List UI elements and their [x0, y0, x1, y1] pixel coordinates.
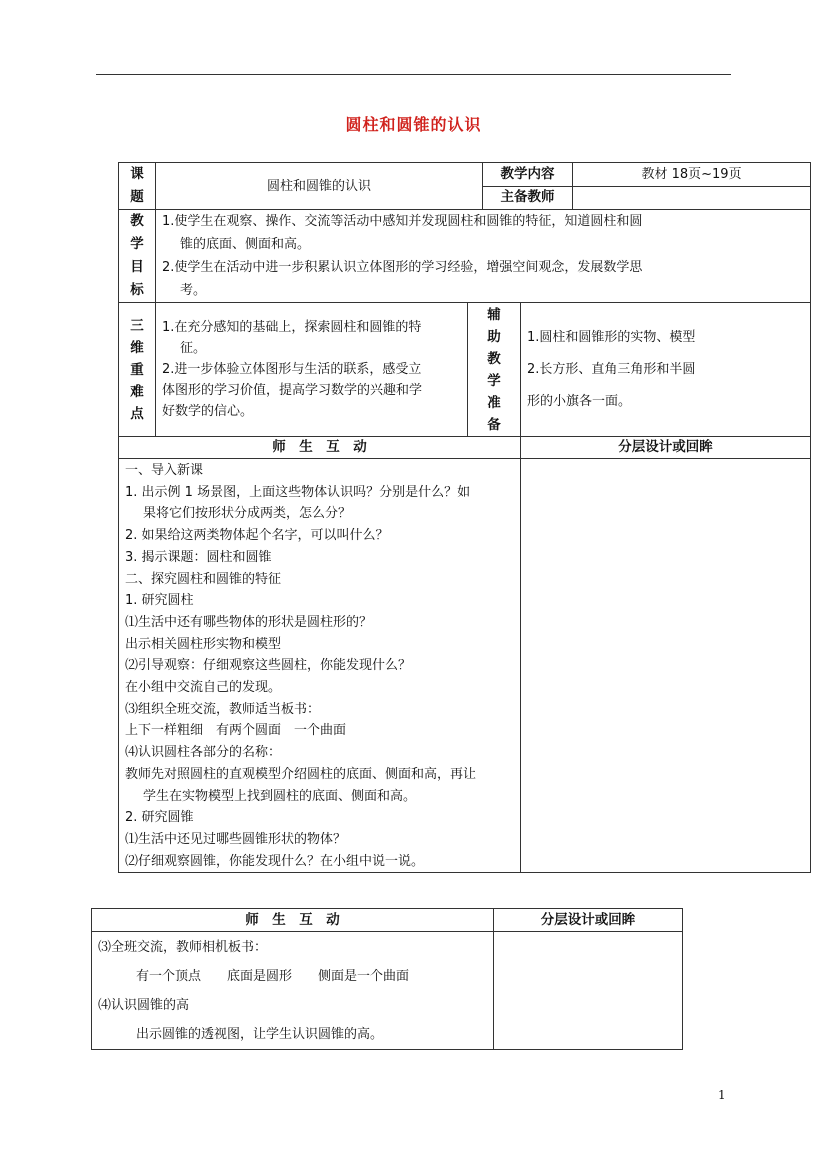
page-number: 1 — [718, 1088, 726, 1102]
design-content-2 — [494, 932, 683, 1050]
goals-label-cell: 教 学 目 标 — [119, 210, 156, 303]
teacher-value — [573, 186, 811, 210]
aux-label-cell: 辅 助 教 学 准 备 — [468, 303, 521, 437]
design-header-2: 分层设计或回眸 — [494, 909, 683, 932]
interaction-content: 一、导入新课 1. 出示例 1 场景图，上面这些物体认识吗？分别是什么？如 果将它们按形状分成两类，怎么分？ 2. 如果给这两类物体起个名字，可以叫什么？ 3. 揭示课题：圆柱和圆锥 二、探究圆柱和圆锥的特征 1. 研究圆柱 ⑴生活中还有哪些物体的形状是圆柱形的？ 出示相关圆柱形实物和模型 ⑵引导观察：仔细观察这些圆柱，你能发现什么？ 在小组中交流自己的发现。 ⑶组织全班交流，教师适当板书： 上下一样粗细 有两个圆面 一个曲面 ⑷认识圆柱各部分的名称： 教师先对照圆柱的直观模型介绍圆柱的底面、侧面和高，再让 学生在实物模型上找到圆柱的底面、侧面和高。 2. 研究圆锥 ⑴生活中还见过哪些圆锥形状的物体？ ⑵仔细观察圆锥，你能发现什么？在小组中说一说。 — [119, 459, 521, 873]
page-title: 圆柱和圆锥的认识 — [345, 115, 482, 134]
aux-text: 1.圆柱和圆锥形的实物、模型 2.长方形、直角三角形和半圆 形的小旗各一面。 — [521, 303, 811, 437]
header-rule — [96, 74, 731, 75]
design-content — [521, 459, 811, 873]
goals-text: 1.使学生在观察、操作、交流等活动中感知并发现圆柱和圆锥的特征，知道圆柱和圆 锥的底面、侧面和高。 2.使学生在活动中进一步积累认识立体图形的学习经验，增强空间观念，发展数学思 考。 — [156, 210, 811, 303]
key-points-text: 1.在充分感知的基础上，探索圆柱和圆锥的特 征。 2.进一步体验立体图形与生活的联系，感受立 体图形的学习价值，提高学习数学的兴趣和学 好数学的信心。 — [156, 303, 468, 437]
content-label: 教学内容 — [483, 163, 573, 187]
teacher-label: 主备教师 — [483, 186, 573, 210]
key-points-label-cell: 三 维 重 难 点 — [119, 303, 156, 437]
interaction-header-2: 师 生 互 动 — [92, 909, 494, 932]
interaction-content-2: ⑶全班交流，教师相机板书： 有一个顶点 底面是圆形 侧面是一个曲面 ⑷认识圆锥的高 出示圆锥的透视图，让学生认识圆锥的高。 — [92, 932, 494, 1050]
topic-value: 圆柱和圆锥的认识 — [156, 163, 483, 210]
design-header: 分层设计或回眸 — [521, 437, 811, 459]
continuation-table — [91, 908, 683, 1050]
interaction-header: 师 生 互 动 — [119, 437, 521, 459]
content-value: 教材 18页~19页 — [573, 163, 811, 187]
lesson-plan-table — [118, 162, 811, 873]
topic-label-cell: 课 题 — [119, 163, 156, 210]
